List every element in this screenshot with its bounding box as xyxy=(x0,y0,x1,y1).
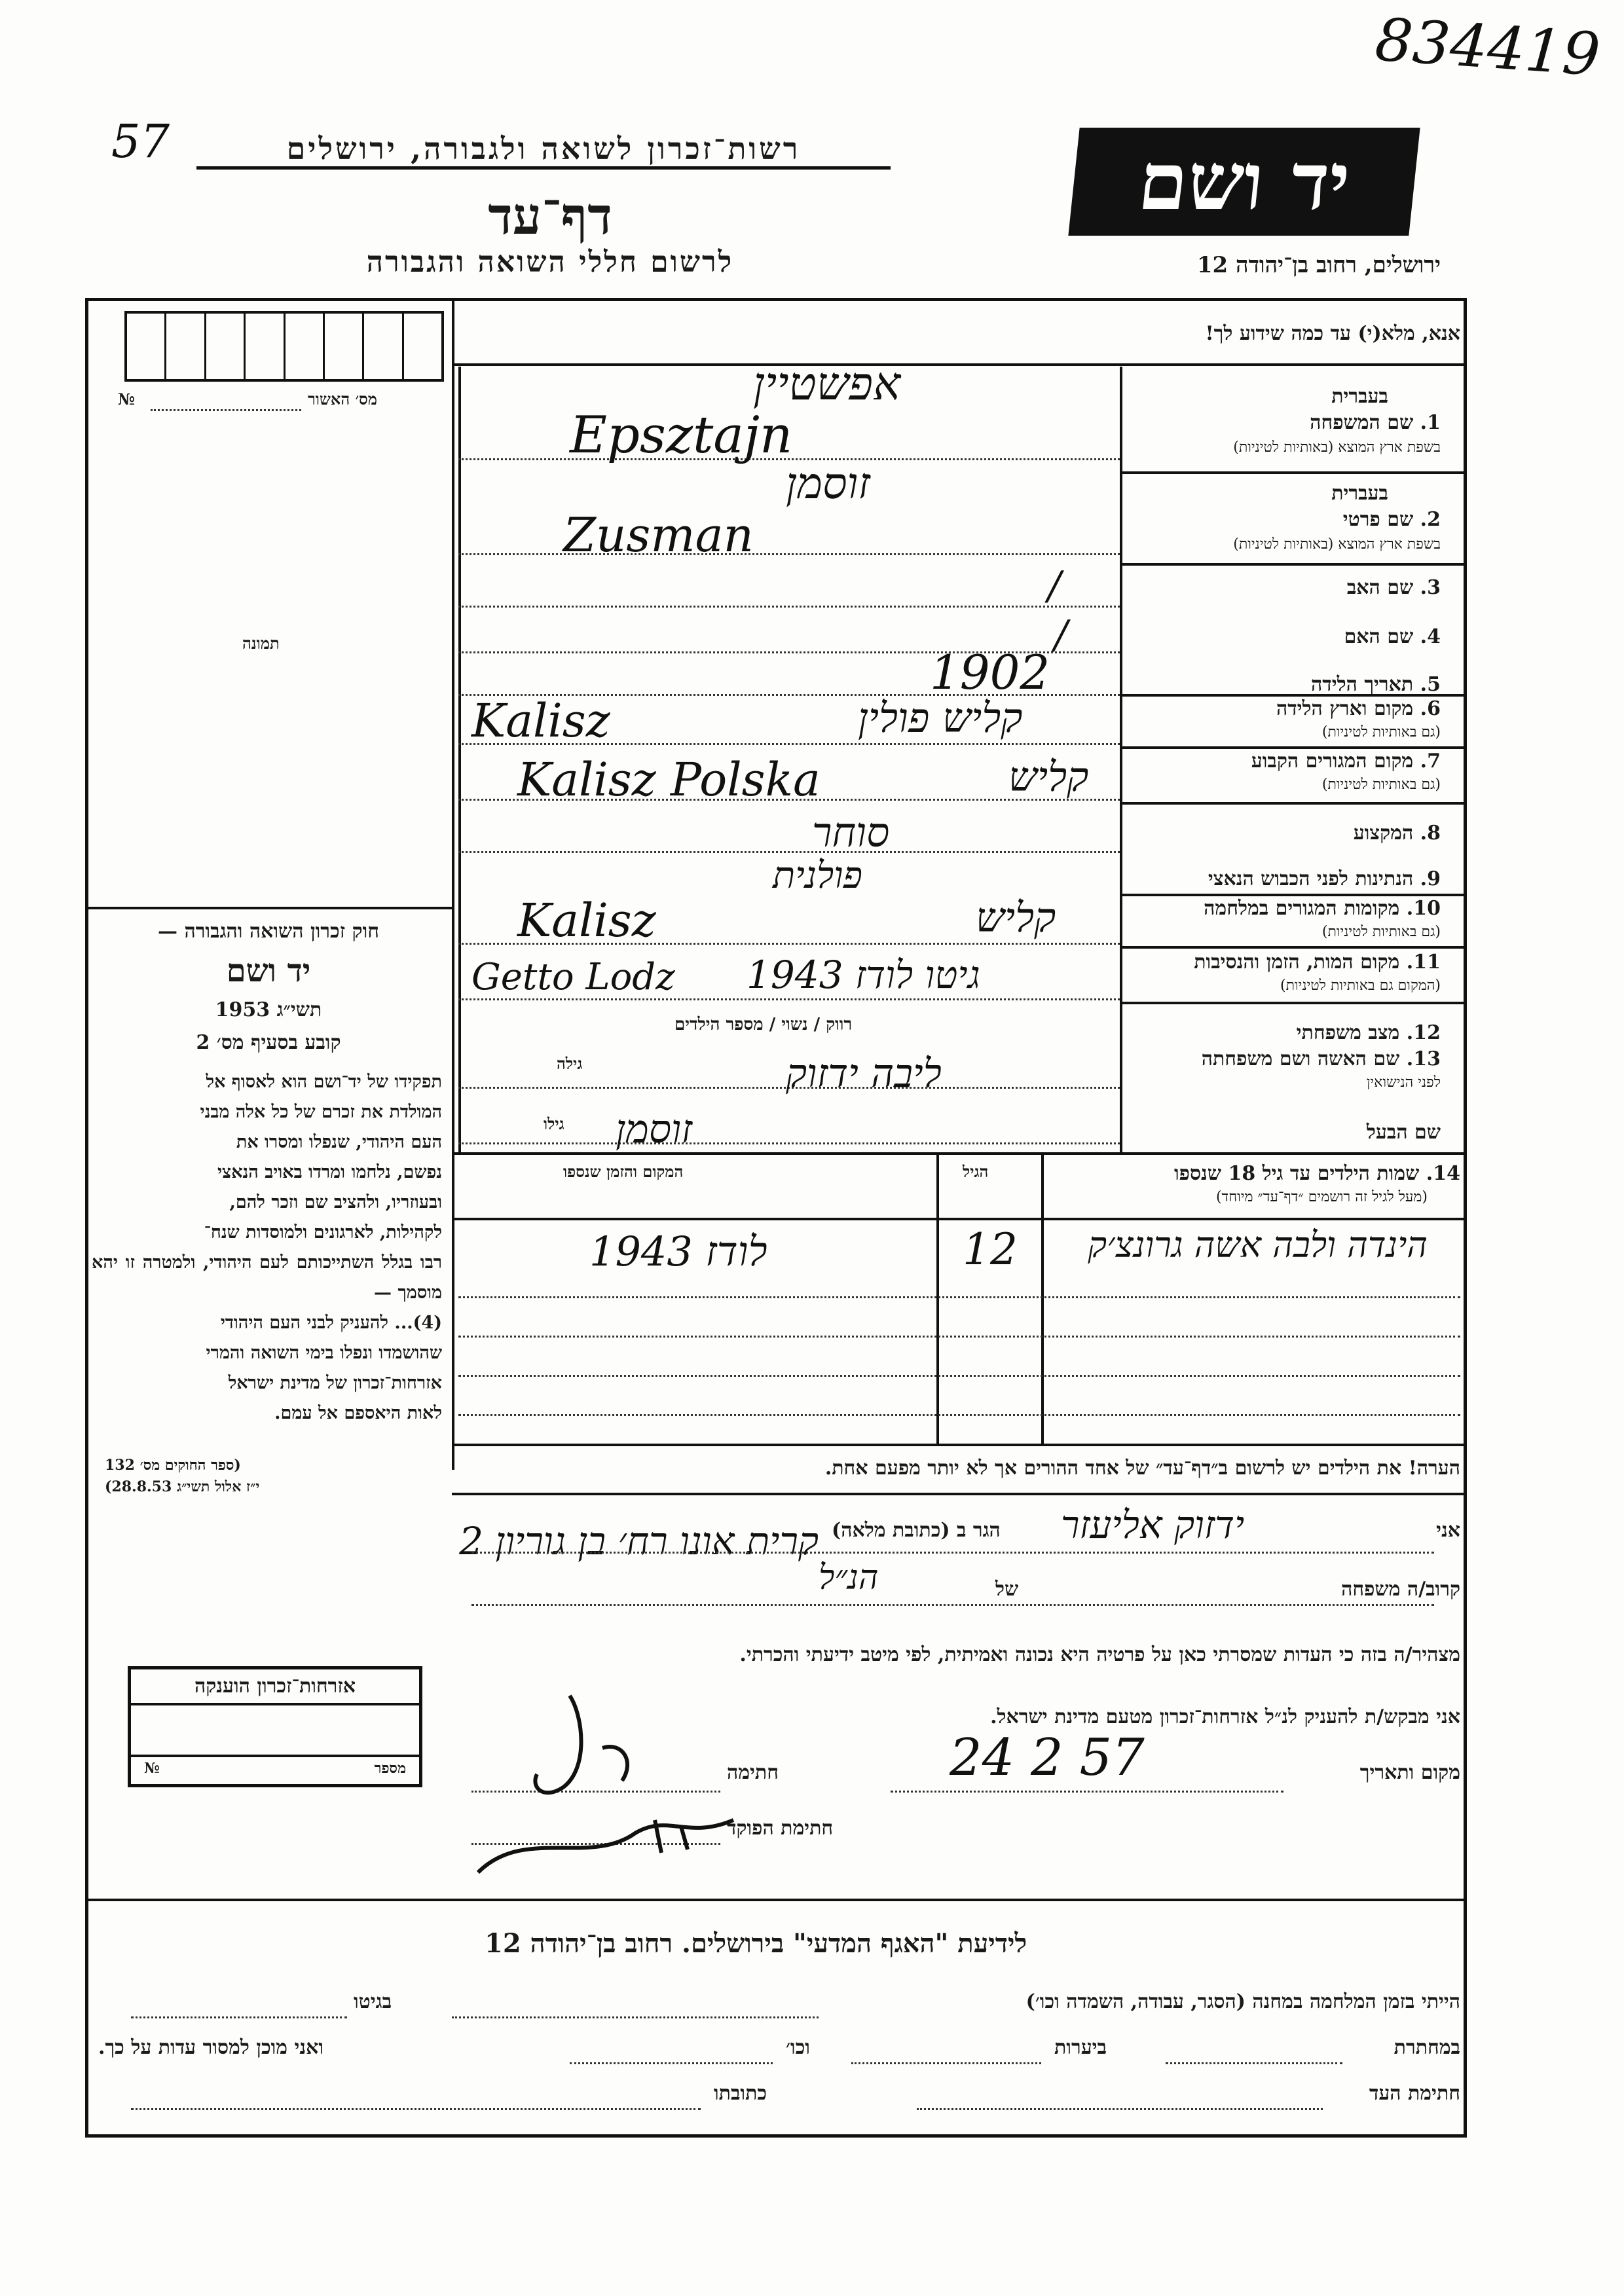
field-11-label: 11. מקום המות, הזמן והנסיבות xyxy=(1194,951,1441,974)
death-place-hebrew: גיטו לודז 1943 xyxy=(747,953,980,997)
children-header-rule xyxy=(452,1218,1467,1220)
field-13-note: לפני הנישואין xyxy=(1366,1074,1441,1091)
wartime-residence-hebrew: קליש xyxy=(976,894,1056,941)
place-date-label: מקום ותאריך xyxy=(1359,1761,1460,1784)
citizenship-box-number-label: מספר xyxy=(374,1760,406,1777)
signature-scribble xyxy=(471,1676,747,1886)
footer-line xyxy=(851,2062,1041,2064)
wife-age-label: גילה xyxy=(557,1054,583,1073)
footer-line xyxy=(131,2016,347,2018)
corner-number: 57 xyxy=(111,115,170,168)
footer-line1: הייתי בזמן המלחמה במחנה (הסגר, עבודה, השמדה וכו׳) xyxy=(1025,1990,1460,2013)
child-age: 12 xyxy=(963,1224,1018,1275)
decl-ani: אני xyxy=(1436,1519,1460,1542)
form-subtitle: לרשום חללי השואה והגבורה xyxy=(366,246,734,279)
children-top-rule xyxy=(452,1152,1467,1155)
law-line: נפשם, נלחמו ומרדו באויב הנאצי xyxy=(217,1162,442,1182)
footer-forests: ביערות xyxy=(1054,2036,1107,2059)
law-line: אזרחות־זכרון של מדינת ישראל xyxy=(228,1373,442,1393)
value-line xyxy=(458,553,1120,555)
left-column-divider xyxy=(452,298,454,1470)
field-7-note: (גם באותיות לטיניות) xyxy=(1321,776,1441,793)
value-line xyxy=(458,1142,1120,1144)
row-rule xyxy=(1120,802,1467,805)
field-9-label: 9. הנתינות לפני הכבוש הנאצי xyxy=(1208,867,1441,890)
children-bottom-rule xyxy=(452,1444,1467,1446)
law-line: (4)... להעניק לבני העם היהודי xyxy=(220,1313,442,1333)
footer-line xyxy=(131,2108,701,2110)
row-rule xyxy=(1120,894,1467,896)
footer-testimony: ואני מוכן למסור עדות על כך. xyxy=(98,2036,324,2059)
law-line: לקהילות, לארגונים ולמוסדות שנח־ xyxy=(204,1222,442,1243)
child-line xyxy=(458,1296,1460,1298)
declarant-name: ידזוק אליעזר xyxy=(1061,1503,1245,1547)
archive-number: 834419 xyxy=(1373,5,1602,90)
field-3-label: 3. שם האב xyxy=(1346,576,1441,599)
field-2-tag: בעברית xyxy=(1331,482,1388,505)
field-6-note: (גם באותיות לטיניות) xyxy=(1321,724,1441,740)
declarant-address: קרית אונו רח׳ בן גוריון 2 xyxy=(459,1519,819,1563)
approval-box-strip xyxy=(124,311,444,382)
children-note: (מעל לגיל זה רושמים ״דף־עד״ מיוחד) xyxy=(1215,1189,1428,1205)
law-line: העם היהודי, שנפלו ומסרו את xyxy=(236,1132,442,1152)
citizenship-box-no: № xyxy=(144,1760,160,1777)
field-5-label: 5. תאריך הלידה xyxy=(1311,673,1441,696)
memorial-citizenship-box xyxy=(128,1666,422,1787)
decl-line xyxy=(471,1604,1434,1606)
approval-number-sign: № xyxy=(118,390,136,409)
row-rule xyxy=(1120,946,1467,949)
surname-hebrew: אפשטיין xyxy=(753,357,901,410)
field-7-label: 7. מקום המגורים הקבוע xyxy=(1251,750,1441,773)
children-label: 14. שמות הילדים עד גיל 18 שנספו xyxy=(1173,1162,1460,1185)
decl-line xyxy=(471,1552,1434,1554)
law-line: המולדת את זכרם של כל אלה מבני xyxy=(200,1102,442,1122)
footer-etc: וכו׳ xyxy=(786,2036,810,2059)
row-rule xyxy=(1120,471,1467,474)
photo-label: תמונה xyxy=(242,634,280,653)
field-8-label: 8. המקצוע xyxy=(1353,822,1441,845)
relation-label: קרוב/ה משפחה xyxy=(1341,1578,1460,1601)
remark-rule xyxy=(452,1493,1467,1495)
row-rule xyxy=(1120,1002,1467,1004)
child-line xyxy=(458,1336,1460,1338)
child-death-place: לודז 1943 xyxy=(589,1228,767,1275)
law-line: רבו בגלל השתייכותם לעם היהודי, ולמטרה זו יהא מוסמך — xyxy=(92,1252,442,1303)
profession: סוחר xyxy=(812,809,890,856)
field-6-label: 6. מקום וארץ הלידה xyxy=(1276,697,1441,720)
field-1-note: בשפת ארץ המוצא (באותיות לטיניות) xyxy=(1233,439,1441,456)
instruction: אנא, מלא(י) עד כמה שידוע לך! xyxy=(1205,322,1460,345)
row-rule xyxy=(1120,746,1467,749)
firstname-latin: Zusman xyxy=(563,507,754,562)
law-line: לאות היאספם אל עמם. xyxy=(274,1403,442,1423)
law-ref-date: י״ז אלול תשי״ג 28.8.53) xyxy=(105,1478,260,1495)
approval-line xyxy=(151,409,301,411)
citizenship-box-title: אזרחות־זכרון הוענקה xyxy=(131,1675,419,1705)
child-line xyxy=(458,1375,1460,1377)
residence-latin: Kalisz Polska xyxy=(517,753,821,807)
law-year: תשי״ג 1953 xyxy=(215,998,322,1021)
photo-area-bottom xyxy=(85,907,452,909)
date-line xyxy=(891,1791,1283,1793)
law-section: קובע בסעיף מס׳ 2 xyxy=(196,1031,341,1054)
footer-line xyxy=(1166,2062,1342,2064)
address-label: הגר ב (כתובת מלאה) xyxy=(832,1519,1001,1542)
child-line xyxy=(458,1414,1460,1416)
firstname-hebrew: זוסמן xyxy=(786,458,870,509)
birthplace-latin: Kalisz xyxy=(471,694,610,748)
mother-name: / xyxy=(1054,612,1068,658)
death-place-latin: Getto Lodz xyxy=(471,956,675,998)
field-10-note: (גם באותיות לטיניות) xyxy=(1321,924,1441,940)
wife-name: ליבה ידזוק xyxy=(786,1051,942,1097)
value-line xyxy=(458,606,1120,608)
value-column-divider xyxy=(1120,367,1122,1152)
husband-name: זוסמן xyxy=(616,1106,693,1152)
footer-line1-end: בגיטו xyxy=(354,1990,392,2013)
row-rule xyxy=(1120,694,1467,697)
law-title: חוק זכרון השואה והגבורה — xyxy=(158,920,379,943)
law-line: שהושמדו ונפלו בימי השואה והמרי xyxy=(206,1343,442,1363)
relation-of: של xyxy=(995,1578,1019,1601)
form-title: דף־עד xyxy=(488,187,612,246)
footer-title: לידיעת "האגף המדעי" בירושלים. רחוב בן־יהודה 12 xyxy=(485,1928,1027,1959)
remark: הערה! את הילדים יש לרשום ב״דף־עד״ של אחד ההורים אך לא יותר מפעם אחת. xyxy=(824,1457,1460,1480)
husband-label: שם הבעל xyxy=(1366,1121,1441,1144)
approval-label: מס׳ האשור xyxy=(308,390,377,409)
value-left-divider xyxy=(458,367,461,1152)
value-line xyxy=(458,851,1120,853)
children-place-header: המקום והזמן שנספו xyxy=(563,1162,684,1181)
marital-status-options: רווק / נשוי / מספר הילדים xyxy=(674,1015,853,1034)
field-4-label: 4. שם האם xyxy=(1344,625,1441,648)
signature-label: חתימה xyxy=(727,1761,779,1784)
residence-hebrew: קליש xyxy=(1008,753,1089,801)
value-line xyxy=(458,998,1120,1000)
field-2-label: 2. שם פרטי xyxy=(1342,508,1441,531)
address: ירושלים, רחוב בן־יהודה 12 xyxy=(1196,252,1441,278)
field-1-tag: בעברית xyxy=(1331,385,1388,408)
footer-underground: במחתרת xyxy=(1393,2036,1460,2059)
birth-date: 1902 xyxy=(930,645,1050,700)
field-10-label: 10. מקומות המגורים במלחמה xyxy=(1204,897,1441,920)
field-13-label: 13. שם האשה ושם משפחתה xyxy=(1201,1048,1441,1070)
instruction-rule xyxy=(452,363,1467,366)
request: אני מבקש/ת להעניק לנ״ל אזרחות־זכרון מטעם מדינת ישראל. xyxy=(990,1705,1460,1728)
children-age-header: הגיל xyxy=(963,1162,989,1181)
law-ref: (ספר החוקים מס׳ 132 xyxy=(105,1457,241,1474)
husband-age-label: גילו xyxy=(544,1114,564,1133)
yad-vashem-logo: יד ושם xyxy=(1068,128,1420,236)
law-line: תפקידו של יד־ושם הוא לאסוף אל xyxy=(206,1072,442,1092)
field-12-label: 12. מצב משפחתי xyxy=(1296,1021,1441,1044)
birthplace-hebrew: קליש פולין xyxy=(858,694,1023,742)
wartime-residence-latin: Kalisz xyxy=(517,894,656,947)
child-name: הינדה ולבה אשה גרונצ׳ק xyxy=(1088,1224,1428,1266)
field-11-note: (המקום גם באותיות לטיניות) xyxy=(1280,977,1441,994)
statement: מצהיר/ה בזה כי העדות שמסרתי כאן על פרטיה היא נכונה ואמיתית, לפי מיטב ידיעתי והכרתי. xyxy=(739,1643,1460,1666)
relation-value: הנ״ל xyxy=(819,1558,879,1597)
place-date: 24 2 57 xyxy=(950,1728,1145,1787)
row-rule xyxy=(1120,563,1467,566)
law-text xyxy=(92,1067,442,1429)
footer-line xyxy=(452,2016,819,2018)
witness-address-label: כתובתו xyxy=(714,2082,767,2105)
officer-label: חתימת הפוקד xyxy=(727,1817,834,1840)
surname-latin: Epsztajn xyxy=(570,406,793,465)
citizenship: פולנית xyxy=(773,854,862,897)
father-name: / xyxy=(1048,563,1061,609)
authority-name: רשות־זכרון לשואה ולגבורה, ירושלים xyxy=(196,131,891,170)
footer-line xyxy=(570,2062,773,2064)
field-2-note: בשפת ארץ המוצא (באותיות לטיניות) xyxy=(1233,536,1441,553)
law-line: ובעוזריו, ולהציב שם וזכר להם, xyxy=(229,1192,442,1212)
footer-line xyxy=(917,2108,1323,2110)
law-brand: יד ושם xyxy=(226,953,311,989)
citizenship-box-line xyxy=(131,1755,419,1757)
footer-top-rule xyxy=(85,1899,1467,1901)
witness-signature-label: חתימת העד xyxy=(1369,2082,1460,2105)
field-1-label: 1. שם המשפחה xyxy=(1310,411,1441,434)
